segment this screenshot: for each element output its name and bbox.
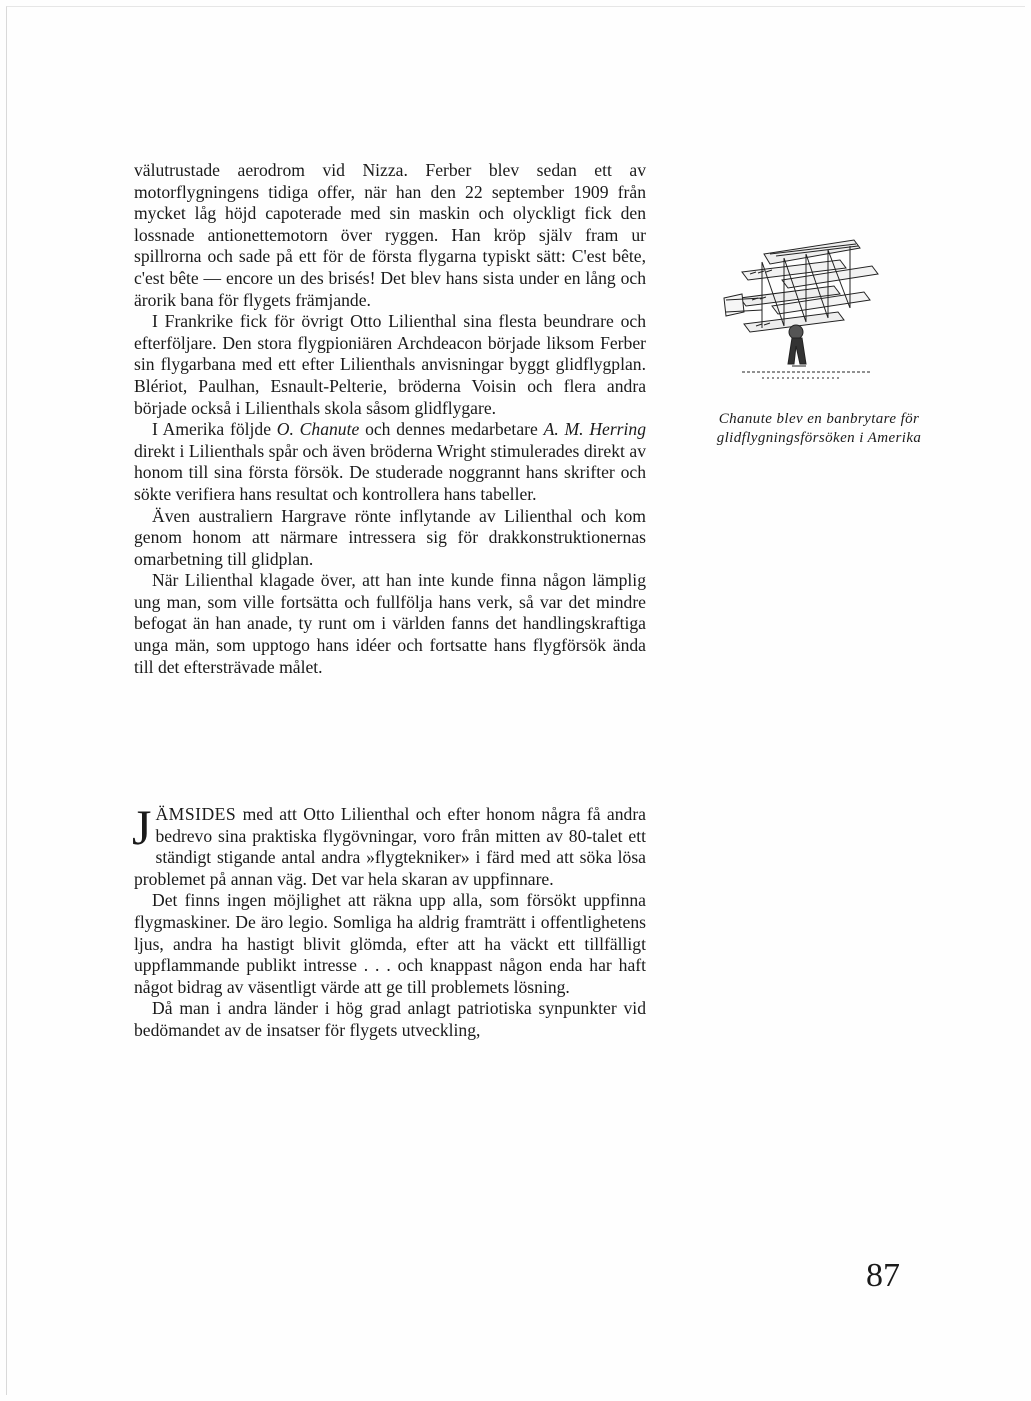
paragraph: I Frankrike fick för övrigt Otto Lilienthal sina flesta beundrare och efterföljare. Den stora flygpioniären Archdeacon började liksom Ferber sin flygarbana med ett efter Lilienthals anvisningar byggt glidflygplan. Blériot, Paulhan, Esnault-Pelterie, bröderna Voisin och flera andra började också i Lilienthals skola såsom glidflygare.	[134, 311, 646, 418]
text-column-bottom	[132, 799, 646, 1042]
text-column-top	[134, 160, 646, 678]
figure-caption: Chanute blev en banbrytare för glidflygningsförsöken i Amerika	[716, 411, 922, 446]
paragraph: Då man i andra länder i hög grad anlagt patriotiska synpunkter vid bedömandet av de insatser för flygets utveckling,	[134, 998, 646, 1040]
page-number: 87	[866, 1257, 900, 1294]
name-chanute: O. Chanute	[276, 419, 360, 440]
text-span: och dennes medarbetare	[359, 419, 544, 440]
paragraph	[132, 799, 646, 890]
paragraph: Det finns ingen möjlighet att räkna upp alla, som försökt uppfinna flygmaskiner. De äro legio. Somliga ha aldrig framträtt i offentlighetens ljus, andra ha hastigt blivit glömda, efter att ha väckt ett tillfälligt uppflammande publikt intresse . . . och knappast någon enda har haft något bidrag av väsentligt värde att ge till problemets lösning.	[134, 890, 646, 997]
name-herring: A. M. Herring	[543, 419, 647, 440]
text-span: med att Otto Lilienthal och efter honom några få andra bedrevo sina praktiska flygövningar, voro från mitten av 80-talet ett ständigt stigande antal andra »flygtekniker» i färd med att söka lösa problemet på annan väg. Det var hela skaran av uppfinnare.	[134, 804, 646, 889]
paragraph: välutrustade aerodrom vid Nizza. Ferber blev sedan ett av motorflygningens tidiga offer, när han den 22 september 1909 från mycket låg höjd capoterade med sin maskin och olyckligt fick den lossnade antionettemotorn över ryggen. Han kröp själv fram ur spillrorna och sade på ett för de första flygarna typiskt sätt: C'est bête, c'est bête — encore un des brisés! Det blev hans sista under en lång och ärorik bana för flygets främjande.	[134, 160, 646, 310]
glider-illustration	[722, 232, 892, 402]
paragraph: När Lilienthal klagade över, att han inte kunde finna någon lämplig ung man, som ville fortsätta och fullfölja hans verk, så var det mindre befogat än han anade, ty runt om i världen fanns det handlingskraftiga unga män, som upptogo hans idéer och fortsatte hans flygförsök ända till det eftersträvade målet.	[134, 570, 646, 677]
glider-illustration-icon	[722, 232, 892, 402]
text-span: direkt i Lilienthals spår och även bröderna Wright stimulerades direkt av honom till sina första försök. De studerade noggrannt hans skrifter och sökte verifiera hans resultat och kontrollera hans tabeller.	[134, 440, 646, 504]
drop-cap: J	[132, 799, 152, 855]
lead-caps: ÄMSIDES	[155, 804, 237, 824]
paragraph	[134, 419, 646, 505]
text-span: I Amerika följde	[152, 419, 277, 440]
paragraph: Även australiern Hargrave rönte inflytande av Lilienthal och kom genom honom att närmare intressera sig för drakkonstruktionernas omarbetning till glidplan.	[134, 505, 646, 569]
